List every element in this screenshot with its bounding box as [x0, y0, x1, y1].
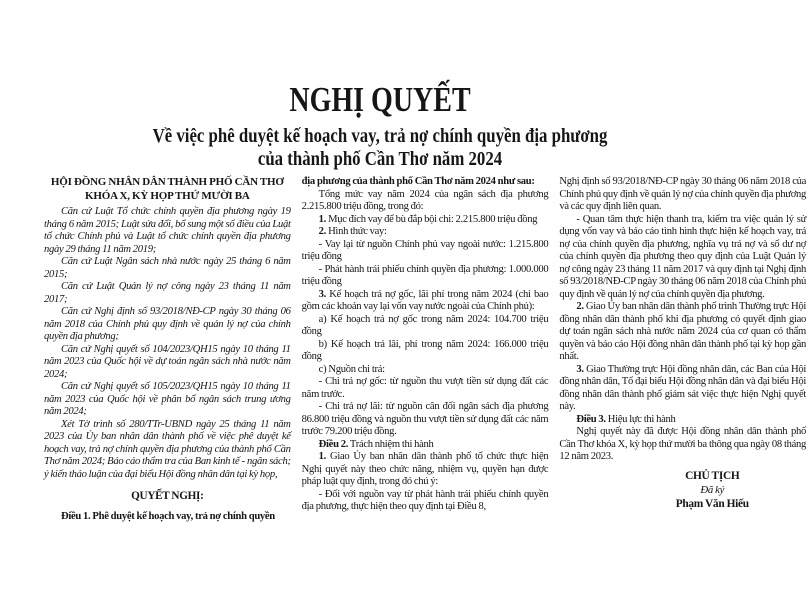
paragraph-text: - Phát hành trái phiếu chính quyền địa phương: 1.000.000 triệu đồng: [301, 263, 549, 287]
borrowing-purpose-item: [302, 214, 549, 227]
repayment-plan-item: [302, 289, 549, 314]
resolution-heading: QUYẾT NGHỊ:: [131, 490, 204, 502]
document-subtitle-line1: Về việc phê duyệt kế hoạch vay, trả nợ chính quyền địa phương: [152, 125, 608, 147]
legal-basis-paragraph-6: Căn cứ Nghị quyết số 105/2023/QH15 ngày 10 tháng 11 năm 2023 của Quốc hội về phân bổ ngân sách trung ương năm 2024;: [44, 381, 291, 417]
column-3: [559, 176, 806, 523]
issuer-heading: [44, 176, 291, 203]
paragraph-lead: 1.: [318, 451, 327, 462]
paragraph-text: c) Nguồn chi trả:: [318, 363, 385, 375]
document-title: NGHỊ QUYẾT: [289, 80, 471, 119]
bond-issuance-item: [302, 264, 549, 289]
paragraph-text: - Chi trả nợ gốc: từ nguồn thu vượt tiền sử dụng đất các năm trước.: [301, 376, 549, 400]
paragraph-text: Giao Thường trực Hội đồng nhân dân, các Ban của Hội đồng nhân dân, Tổ đại biểu Hội đồng nhân dân và đại biểu Hội đồng nhân dân thành phố giám sát việc thực hiện Nghị quyết này.: [559, 363, 807, 412]
column-2: [302, 176, 549, 523]
payment-source-item: [302, 364, 549, 377]
supervision-item: [559, 364, 806, 414]
paragraph-text: - Đối với nguồn vay từ phát hành trái phiếu chính quyền địa phương, thực hiện theo quy định tại Điều 8,: [301, 488, 549, 512]
interest-repayment-item: [302, 339, 549, 364]
paragraph-text: Hiệu lực thi hành: [605, 413, 676, 425]
paragraph-text: - Chi trả nợ lãi: từ nguồn cân đối ngân sách địa phương 86.800 triệu đồng và nguồn thu vượt tiền sử dụng đất các năm trước 79.200 triệu đồng.: [301, 401, 549, 437]
paragraph-text: Kế hoạch trả nợ gốc, lãi phí trong năm 2024 (chỉ bao gồm các khoản vay lại vốn vay nước ngoài của Chính phủ):: [301, 288, 549, 312]
paragraph-lead: Điều 2.: [318, 438, 349, 450]
principal-repayment-item: [302, 314, 549, 339]
paragraph-lead: 2.: [318, 226, 327, 237]
signer-title: CHỦ TỊCH: [685, 469, 740, 482]
issuer-line2: KHÓA X, KỲ HỌP THỨ MƯỜI BA: [85, 189, 250, 202]
paragraph-text: - Quan tâm thực hiện thanh tra, kiểm tra việc quản lý sử dụng vốn vay và báo cáo tình hình thực hiện kế hoạch vay, trả nợ của chính quyền địa phương, nghĩa vụ trả nợ và số dư nợ của chính quyền địa phương theo quy định của Luật Quản lý nợ công ngày 23 tháng 11 năm 2017 và quy định tại Nghị định số 93/2018/NĐ-CP ngày 30 tháng 06 năm 2018 của Chính phủ quy định về quản lý nợ của chính quyền địa phương.: [559, 213, 807, 300]
effectiveness-paragraph: [559, 426, 806, 464]
paragraph-lead: 1.: [318, 213, 327, 225]
article-1-heading: Điều 1. Phê duyệt kế hoạch vay, trả nợ chính quyền: [61, 510, 275, 522]
article-body: [44, 176, 806, 523]
bond-guidance-item: [302, 489, 549, 514]
document-header: [0, 82, 760, 170]
legal-basis-paragraph-5: Căn cứ Nghị quyết số 104/2023/QH15 ngày 10 tháng 11 năm 2023 của Quốc hội về dự toán ngân sách nhà nước năm 2024;: [44, 343, 291, 380]
foreign-loan-item: [302, 239, 549, 264]
column-1: [44, 176, 291, 523]
proposal-paragraph: Xét Tờ trình số 280/TTr-UBND ngày 25 tháng 11 năm 2023 của Ủy ban nhân dân thành phố về việc phê duyệt kế hoạch vay, trả nợ chính quyền địa phương của thành phố Cần Thơ năm 2024; Báo cáo thẩm tra của Ban kinh tế - ngân sách; ý kiến thảo luận của đại biểu Hội đồng nhân dân tại kỳ họp,: [44, 418, 291, 480]
signed-notation: Đã ký: [700, 483, 725, 496]
interest-source-item: [302, 401, 549, 439]
paragraph-text: Nghị quyết này đã được Hội đồng nhân dân thành phố Cần Thơ khóa X, kỳ họp thứ mười ba thông qua ngày 08 tháng 12 năm 2023.: [559, 426, 807, 462]
paragraph-lead: 2.: [576, 301, 584, 312]
legal-basis-paragraph-2: Căn cứ Luật Ngân sách nhà nước ngày 25 tháng 6 năm 2015;: [44, 256, 291, 280]
paragraph-text: Tổng mức vay năm 2024 của ngân sách địa phương 2.215.800 triệu đồng, trong đó:: [301, 188, 549, 212]
paragraph-text: Giao Ủy ban nhân dân thành phố tổ chức thực hiện Nghị quyết này theo chức năng, nhiệm vụ, quyền hạn được pháp luật quy định, trong đó chú ý:: [301, 451, 549, 487]
paragraph-text: Mục đích vay để bù đắp bội chi: 2.215.800 triệu đồng: [326, 213, 538, 225]
article-1-heading-continuation: địa phương của thành phố Cần Thơ năm 2024 như sau:: [301, 176, 535, 187]
article-3-heading: [559, 414, 806, 427]
implementation-item-2: [559, 301, 806, 364]
legal-basis-paragraph-1: Căn cứ Luật Tổ chức chính quyền địa phương ngày 19 tháng 6 năm 2015; Luật sửa đổi, bổ sung một số điều của Luật tổ chức Chính phủ và Luật tổ chức chính quyền địa phương ngày 29 tháng 11 năm 2019;: [44, 206, 291, 255]
paragraph-text: Nghị định số 93/2018/NĐ-CP ngày 30 tháng 06 năm 2018 của Chính phủ quy định về quản lý nợ của chính quyền địa phương và các quy định liên quan.: [559, 176, 807, 212]
article-2-heading: [302, 439, 549, 452]
paragraph-lead: 3.: [318, 288, 327, 300]
inspection-item: [559, 214, 806, 302]
paragraph-text: Trách nhiệm thi hành: [348, 438, 434, 450]
legal-basis-paragraph-4: Căn cứ Nghị định số 93/2018/NĐ-CP ngày 30 tháng 06 năm 2018 của Chính phủ quy định về quản lý nợ của chính quyền địa phương;: [44, 306, 291, 342]
issuer-line1: HỘI ĐỒNG NHÂN DÂN THÀNH PHỐ CẦN THƠ: [50, 176, 284, 188]
paragraph-text: - Vay lại từ nguồn Chính phủ vay ngoài nước: 1.215.800 triệu đồng: [301, 238, 549, 262]
paragraph-text: b) Kế hoạch trả lãi, phí trong năm 2024: 166.000 triệu đồng: [301, 338, 549, 362]
paragraph-text: Giao Ủy ban nhân dân thành phố trình Thường trực Hội đồng nhân dân thành phố khi địa phương có quyết định giao dự toán ngân sách nhà nước năm 2024 của cơ quan có thẩm quyền và báo cáo Hội đồng nhân dân thành phố tại kỳ họp gần nhất.: [559, 301, 807, 362]
paragraph-text: a) Kế hoạch trả nợ gốc trong năm 2024: 104.700 triệu đồng: [301, 313, 549, 337]
decree-reference-continuation: [559, 176, 806, 214]
paragraph-lead: 3.: [576, 363, 584, 375]
paragraph-lead: Điều 3.: [576, 413, 606, 425]
legal-basis-paragraph-3: Căn cứ Luật Quản lý nợ công ngày 23 tháng 11 năm 2017;: [44, 281, 291, 305]
total-borrowing-paragraph: [302, 189, 549, 214]
paragraph-text: Hình thức vay:: [326, 226, 387, 237]
principal-source-item: [302, 376, 549, 401]
signature-block: [636, 469, 789, 511]
borrowing-form-item: [302, 226, 549, 239]
implementation-item-1: [302, 451, 549, 489]
document-subtitle-line2: của thành phố Cần Thơ năm 2024: [257, 147, 503, 170]
signer-name: Phạm Văn Hiếu: [675, 497, 749, 510]
